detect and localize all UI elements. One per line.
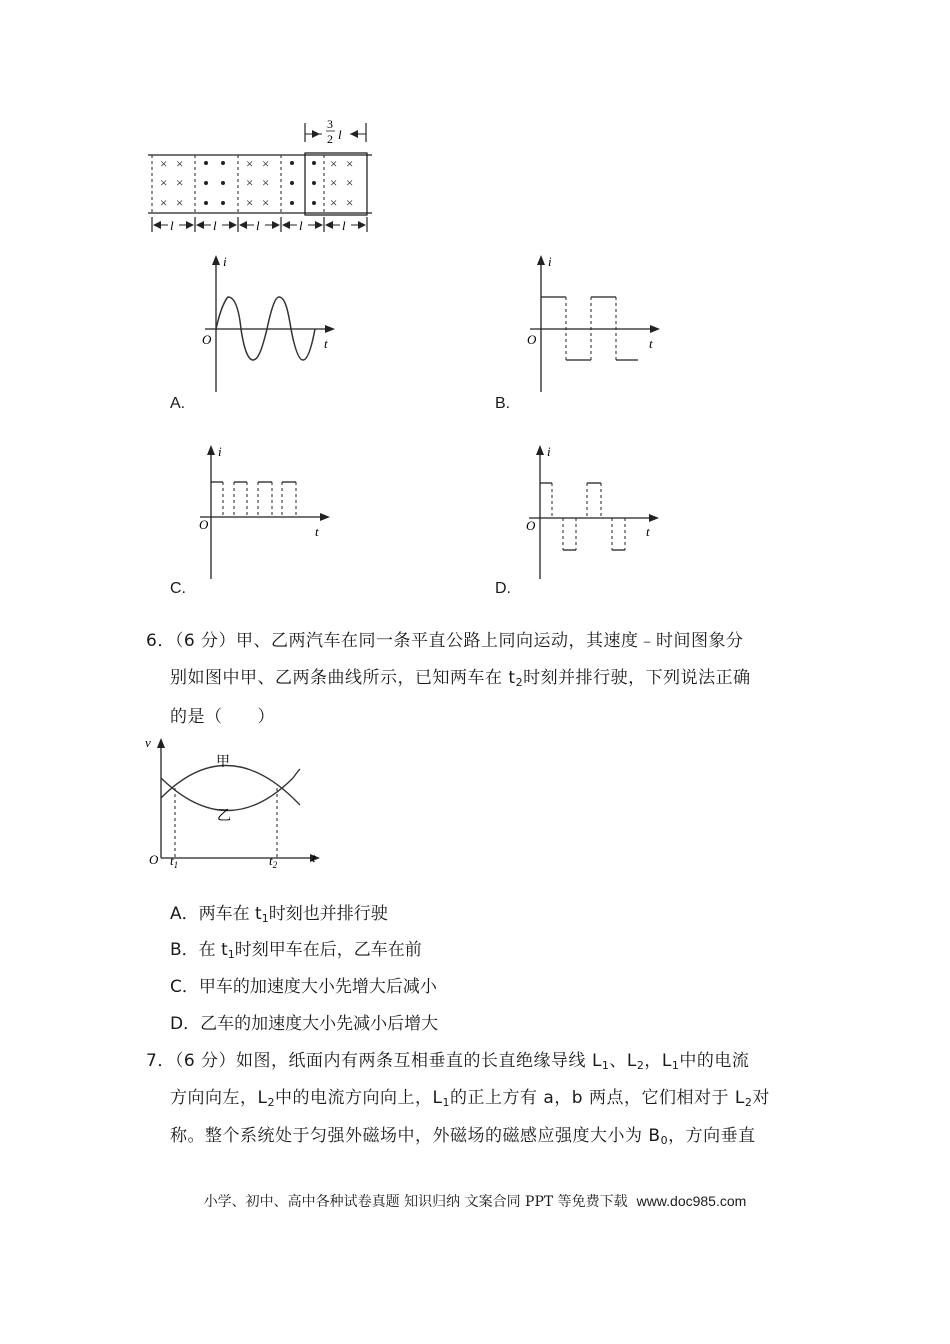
- choice-d[interactable]: D．乙车的加速度大小先减小后增大: [170, 1014, 439, 1034]
- option-d-label: D.: [495, 580, 511, 597]
- question7-line1: 7．（6 分）如图，纸面内有两条互相垂直的长直绝缘导线 $L_1$、$L_2$，$L_1$中的电流: [146, 1051, 750, 1072]
- top-label-unit: l: [338, 127, 342, 142]
- origin-label: O: [199, 517, 209, 532]
- svg-text:×: ×: [262, 175, 270, 190]
- svg-text:×: ×: [346, 175, 354, 190]
- svg-text:×: ×: [346, 156, 354, 171]
- option-c-label: C.: [170, 580, 186, 597]
- svg-text:×: ×: [160, 175, 168, 190]
- graph-option-b: [520, 250, 670, 395]
- svg-text:×: ×: [262, 195, 270, 210]
- svg-text:×: ×: [330, 195, 338, 210]
- curve-jia: [161, 766, 293, 799]
- axis-x-label: t: [324, 336, 328, 351]
- dim-label: l: [299, 218, 303, 233]
- origin-label: O: [149, 852, 159, 867]
- top-label-denominator: 2: [327, 132, 333, 146]
- footer: [0, 1191, 950, 1211]
- axis-y-label: i: [548, 254, 552, 269]
- axis-x-label: t: [646, 524, 650, 539]
- dim-label: l: [213, 218, 217, 233]
- svg-text:×: ×: [160, 195, 168, 210]
- question6-line2: 别如图中甲、乙两条曲线所示，已知两车在 $t_2$时刻并排行驶，下列说法正确: [170, 668, 751, 689]
- dim-label: l: [170, 218, 174, 233]
- svg-text:×: ×: [176, 175, 184, 190]
- origin-label: O: [526, 518, 536, 533]
- curve-yi-label: 乙: [217, 809, 231, 824]
- svg-text:×: ×: [330, 175, 338, 190]
- svg-text:×: ×: [176, 156, 184, 171]
- graph-option-c: [190, 440, 340, 582]
- svg-text:×: ×: [160, 156, 168, 171]
- option-b-label: B.: [495, 395, 511, 412]
- axis-y-label: i: [223, 254, 227, 269]
- axis-x-label: t: [315, 524, 319, 539]
- svg-text:×: ×: [330, 156, 338, 171]
- question7-line3: 称。整个系统处于匀强外磁场中，外磁场的磁感应强度大小为 $B_0$，方向垂直: [170, 1126, 756, 1147]
- choice-a[interactable]: A．两车在 $t_1$时刻也并排行驶: [170, 904, 388, 925]
- axis-y-label: i: [218, 444, 222, 459]
- question6-line3: 的是（ ）: [170, 707, 275, 727]
- axis-x-label: t: [312, 850, 316, 865]
- dim-label: l: [342, 218, 346, 233]
- axis-x-label: t: [649, 336, 653, 351]
- footer-link[interactable]: www.doc985.com: [636, 1193, 747, 1209]
- question6-line1: 6．（6 分）甲、乙两汽车在同一条平直公路上同向运动，其速度﹣时间图象分: [146, 631, 744, 651]
- svg-text:×: ×: [246, 156, 254, 171]
- origin-label: O: [527, 332, 537, 347]
- t1-label: $t_1$: [170, 853, 179, 870]
- svg-text:×: ×: [346, 195, 354, 210]
- svg-text:×: ×: [246, 175, 254, 190]
- choice-b[interactable]: B．在 $t_1$时刻甲车在后，乙车在前: [170, 940, 422, 961]
- curve-jia-label: 甲: [216, 755, 230, 770]
- axis-y-label: i: [547, 444, 551, 459]
- svg-text:×: ×: [262, 156, 270, 171]
- dim-label: l: [256, 218, 260, 233]
- graph-option-a: [195, 250, 345, 395]
- origin-label: O: [202, 332, 212, 347]
- svg-text:×: ×: [176, 195, 184, 210]
- axis-y-label: v: [145, 735, 151, 750]
- velocity-time-graph: [140, 733, 330, 873]
- t2-label: $t_2$: [269, 853, 278, 870]
- option-a-label: A.: [170, 395, 186, 412]
- choice-c[interactable]: C．甲车的加速度大小先增大后减小: [170, 977, 437, 997]
- question7-line2: 方向向左，$L_2$中的电流方向向上，$L_1$的正上方有 a，b 两点，它们相对于 $L_2$对: [170, 1088, 770, 1109]
- footer-text: 小学、初中、高中各种试卷真题 知识归纳 文案合同 PPT 等免费下载: [203, 1194, 628, 1210]
- top-label-numerator: 3: [327, 117, 333, 131]
- curve-yi: [161, 778, 293, 811]
- svg-text:×: ×: [246, 195, 254, 210]
- graph-option-d: [519, 440, 669, 582]
- magnetic-field-figure: [140, 112, 380, 237]
